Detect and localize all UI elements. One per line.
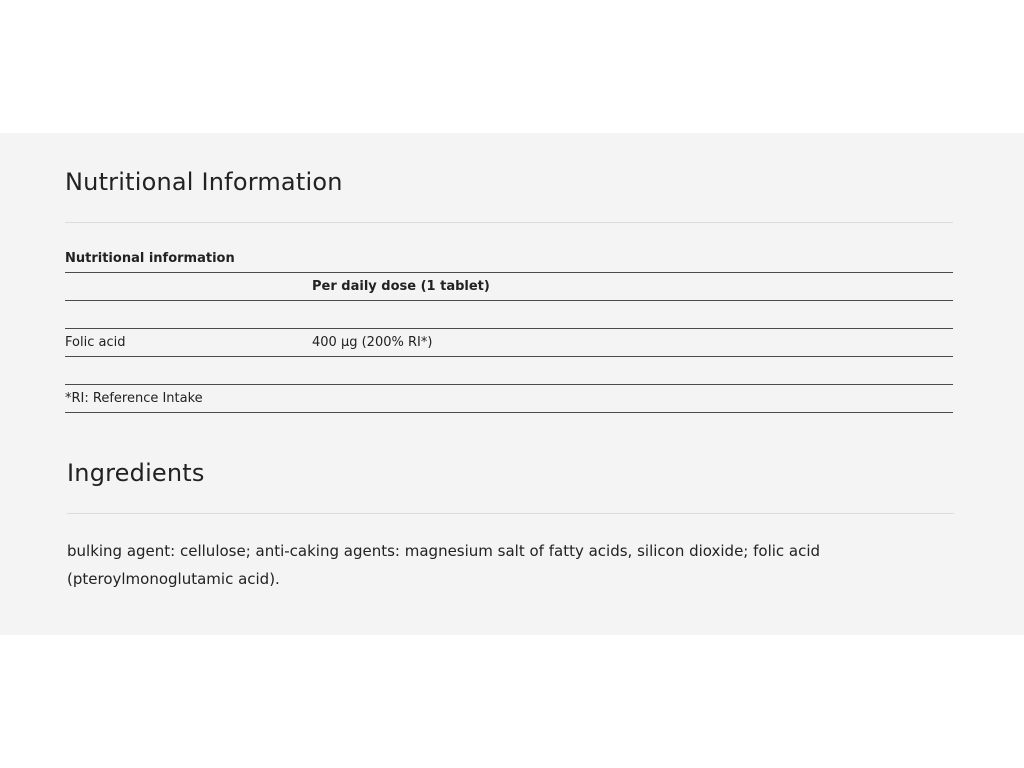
ingredients-text: bulking agent: cellulose; anti-caking agents: magnesium salt of fatty acids, silicon dioxide; folic acid (pteroylmonoglutamic acid). [67, 542, 821, 588]
table-footnote: *RI: Reference Intake [65, 391, 203, 406]
table-caption-row [65, 245, 953, 273]
table-spacer-row [65, 301, 953, 329]
table-header-row [65, 273, 953, 301]
table-footnote-row [65, 385, 953, 413]
section-divider [65, 222, 953, 223]
ingredients-heading: Ingredients [67, 459, 205, 487]
nutrition-table [65, 245, 953, 413]
column-header-per-daily-dose: Per daily dose (1 tablet) [312, 279, 490, 294]
table-spacer-row [65, 357, 953, 385]
nutritional-information-heading: Nutritional Information [65, 168, 343, 196]
nutrient-value: 400 µg (200% RI*) [312, 335, 433, 350]
section-divider [67, 513, 954, 514]
table-caption: Nutritional information [65, 251, 235, 266]
nutrient-name: Folic acid [65, 335, 126, 350]
table-row [65, 329, 953, 357]
